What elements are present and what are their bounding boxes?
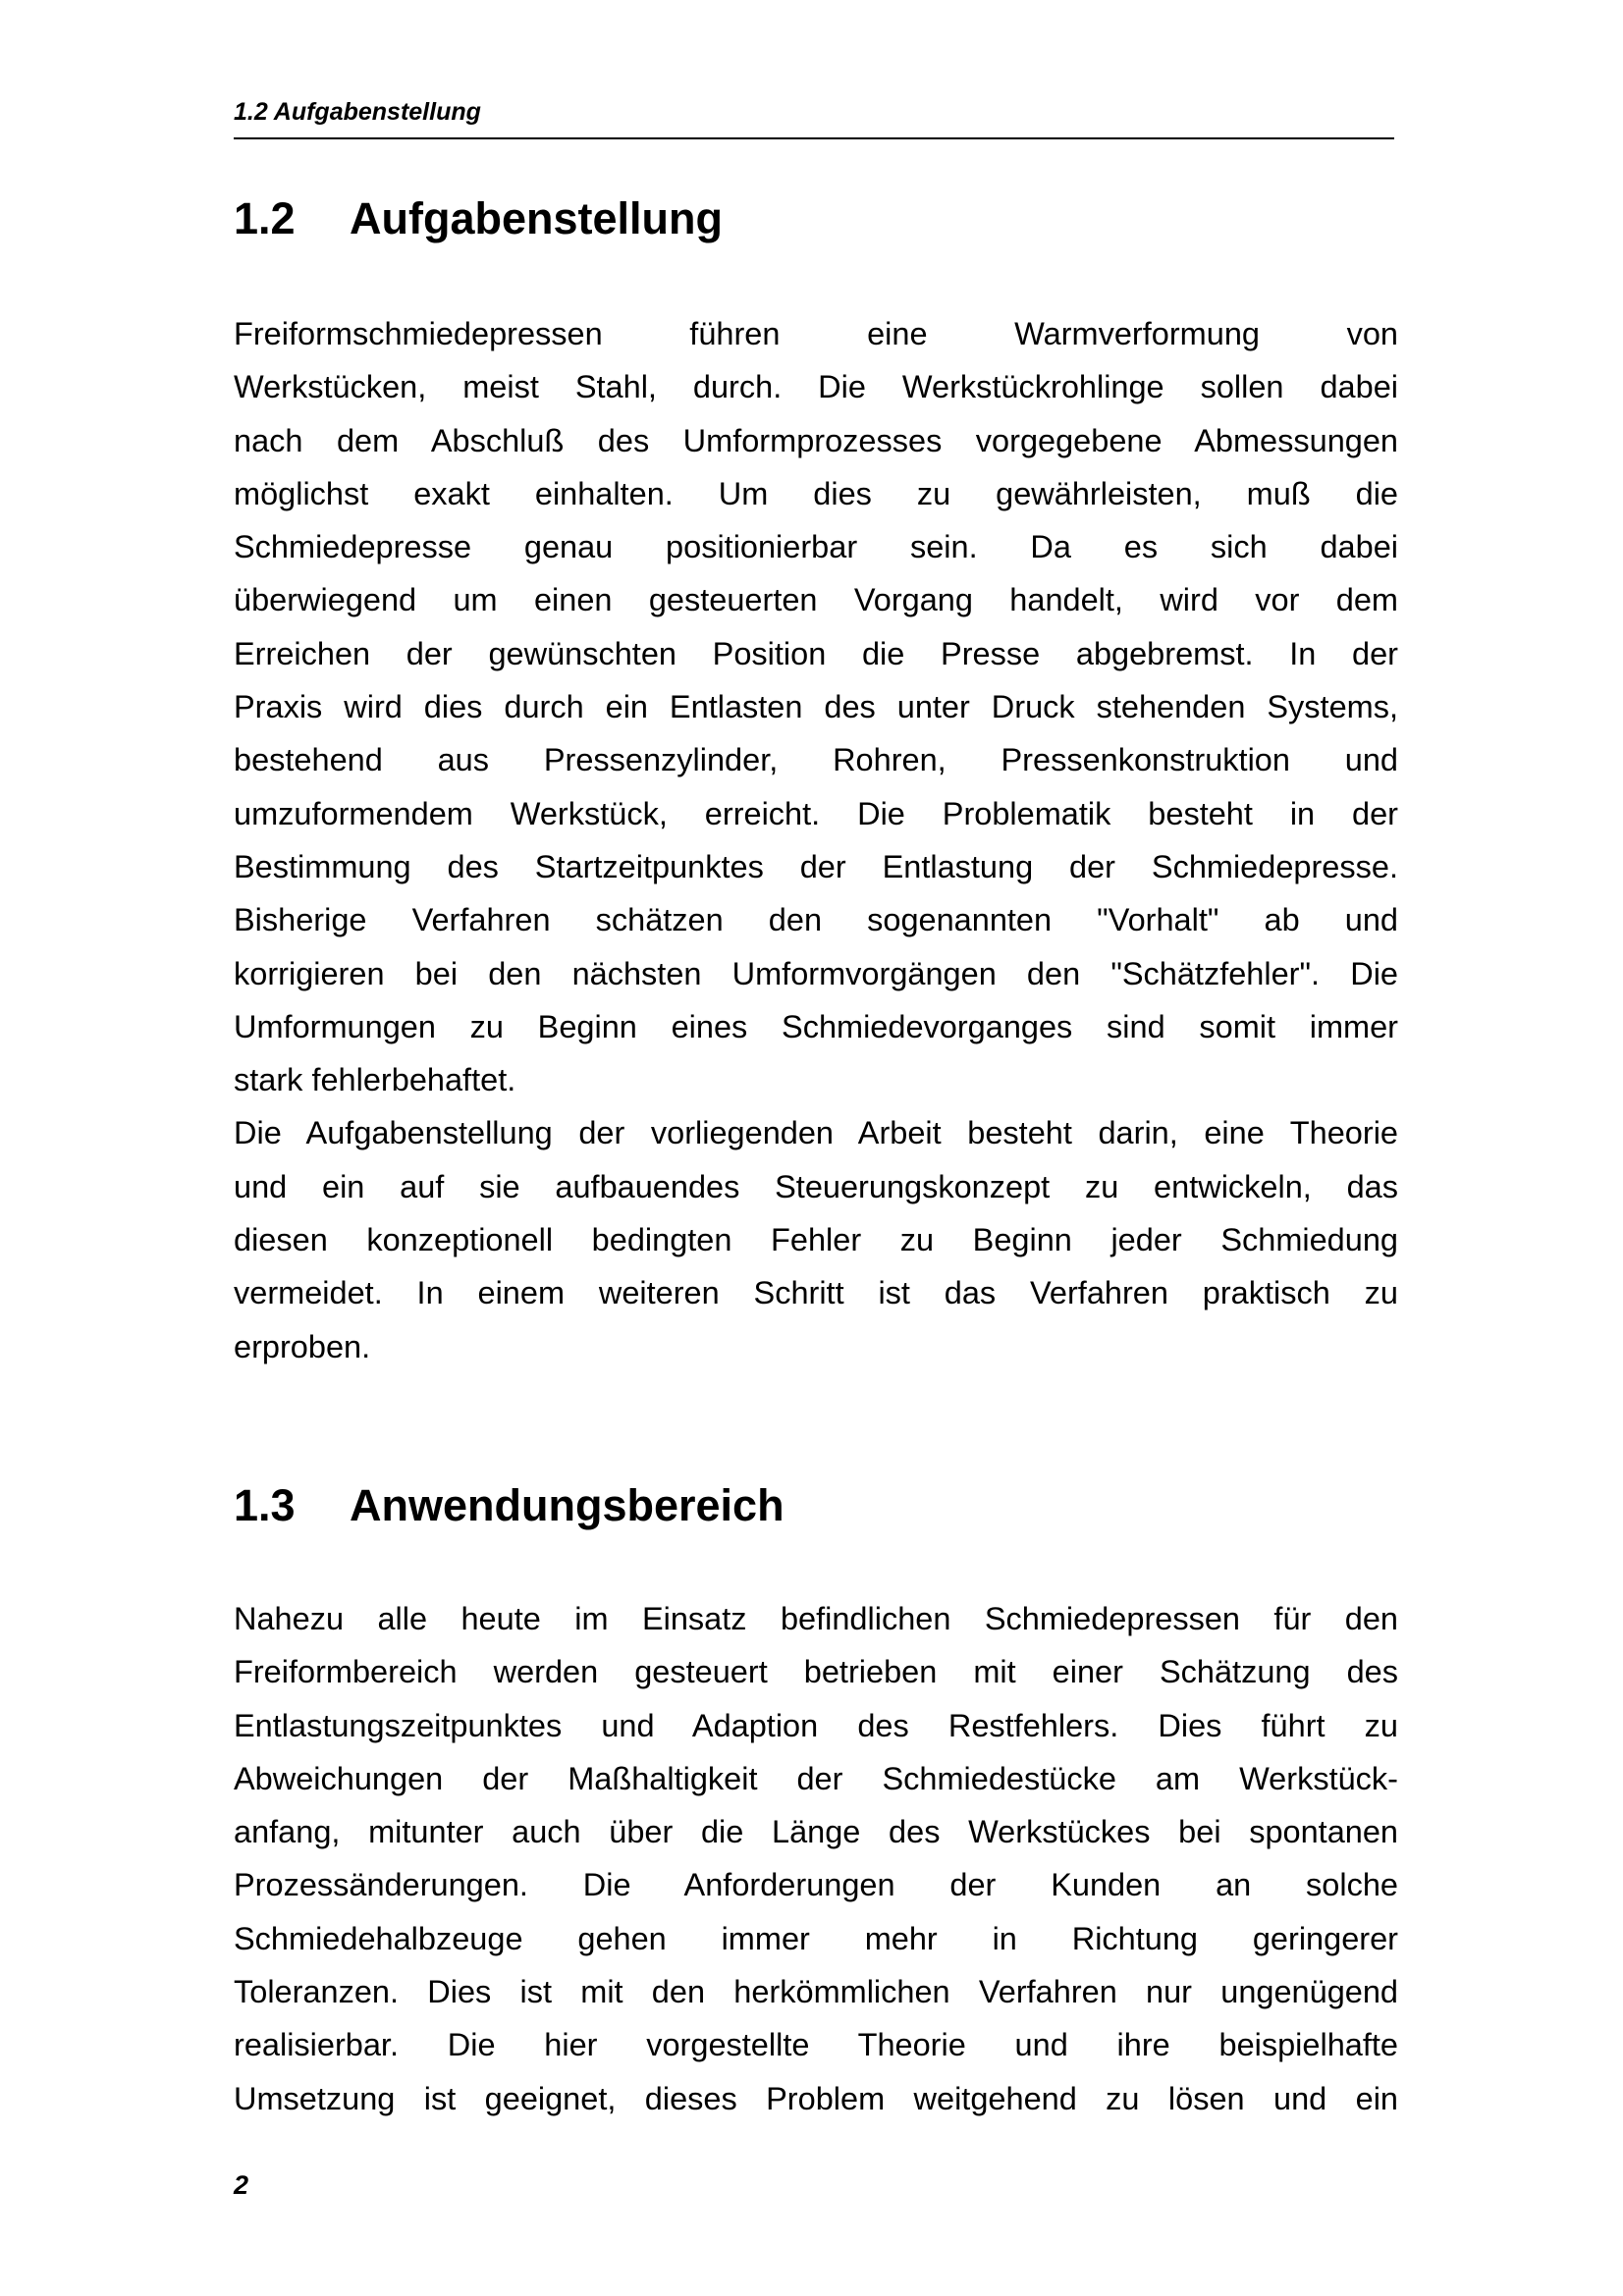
section-heading-1-2 (234, 193, 723, 244)
text-line: bestehend aus Pressenzylinder, Rohren, Pressenkonstruktion und (234, 742, 1398, 778)
text-line: Entlastungszeitpunktes und Adaption des Restfehlers. Dies führt zu (234, 1707, 1398, 1743)
text-line: stark fehlerbehaftet. (234, 1062, 516, 1098)
text-line: Prozessänderungen. Die Anforderungen der Kunden an solche (234, 1867, 1398, 1903)
running-header: 1.2 Aufgabenstellung (234, 98, 481, 126)
text-line: korrigieren bei den nächsten Umformvorgängen den "Schätzfehler". Die (234, 955, 1398, 991)
text-line: Abweichungen der Maßhaltigkeit der Schmiedestücke am Werkstück- (234, 1760, 1398, 1796)
text-line: Toleranzen. Dies ist mit den herkömmlichen Verfahren nur ungenügend (234, 1974, 1398, 2010)
section-title: Anwendungsbereich (350, 1480, 784, 1530)
text-line: anfang, mitunter auch über die Länge des Werkstückes bei spontanen (234, 1814, 1398, 1850)
section-number: 1.2 (234, 193, 296, 243)
text-line: möglichst exakt einhalten. Um dies zu gewährleisten, muß die (234, 475, 1398, 511)
page-number: 2 (234, 2170, 249, 2200)
text-line: Erreichen der gewünschten Position die Presse abgebremst. In der (234, 635, 1398, 671)
section-heading-1-3 (234, 1480, 784, 1531)
section-number: 1.3 (234, 1480, 296, 1530)
text-line: Bestimmung des Startzeitpunktes der Entlastung der Schmiedepresse. (234, 848, 1398, 884)
text-line: Umsetzung ist geeignet, dieses Problem weitgehend zu lösen und ein (234, 2080, 1398, 2116)
text-line: umzuformendem Werkstück, erreicht. Die Problematik besteht in der (234, 795, 1398, 831)
text-line: vermeidet. In einem weiteren Schritt ist das Verfahren praktisch zu (234, 1275, 1398, 1311)
text-line: nach dem Abschluß des Umformprozesses vorgegebene Abmessungen (234, 422, 1398, 458)
text-line: Freiformbereich werden gesteuert betrieben mit einer Schätzung des (234, 1654, 1398, 1690)
text-line: Die Aufgabenstellung der vorliegenden Arbeit besteht darin, eine Theorie (234, 1115, 1398, 1151)
text-line: Umformungen zu Beginn eines Schmiedevorganges sind somit immer (234, 1008, 1398, 1044)
text-line: Nahezu alle heute im Einsatz befindlichen Schmiedepressen für den (234, 1601, 1398, 1636)
text-line: Werkstücken, meist Stahl, durch. Die Werkstückrohlinge sollen dabei (234, 369, 1398, 405)
text-line: realisierbar. Die hier vorgestellte Theorie und ihre beispielhafte (234, 2027, 1398, 2063)
section-title: Aufgabenstellung (350, 193, 723, 243)
header-rule (234, 137, 1394, 139)
section-body-1-3 (234, 1592, 1398, 2125)
text-line: erproben. (234, 1328, 371, 1364)
text-line: Bisherige Verfahren schätzen den sogenannten "Vorhalt" ab und (234, 902, 1398, 938)
text-line: und ein auf sie aufbauendes Steuerungskonzept zu entwickeln, das (234, 1168, 1398, 1204)
text-line: Praxis wird dies durch ein Entlasten des unter Druck stehenden Systems, (234, 689, 1398, 725)
section-body-1-2 (234, 307, 1398, 1373)
text-line: Schmiedehalbzeuge gehen immer mehr in Richtung geringerer (234, 1920, 1398, 1956)
text-line: diesen konzeptionell bedingten Fehler zu Beginn jeder Schmiedung (234, 1222, 1398, 1258)
text-line: Freiformschmiedepressen führen eine Warmverformung von (234, 316, 1398, 351)
text-line: überwiegend um einen gesteuerten Vorgang handelt, wird vor dem (234, 582, 1398, 618)
text-line: Schmiedepresse genau positionierbar sein. Da es sich dabei (234, 529, 1398, 565)
